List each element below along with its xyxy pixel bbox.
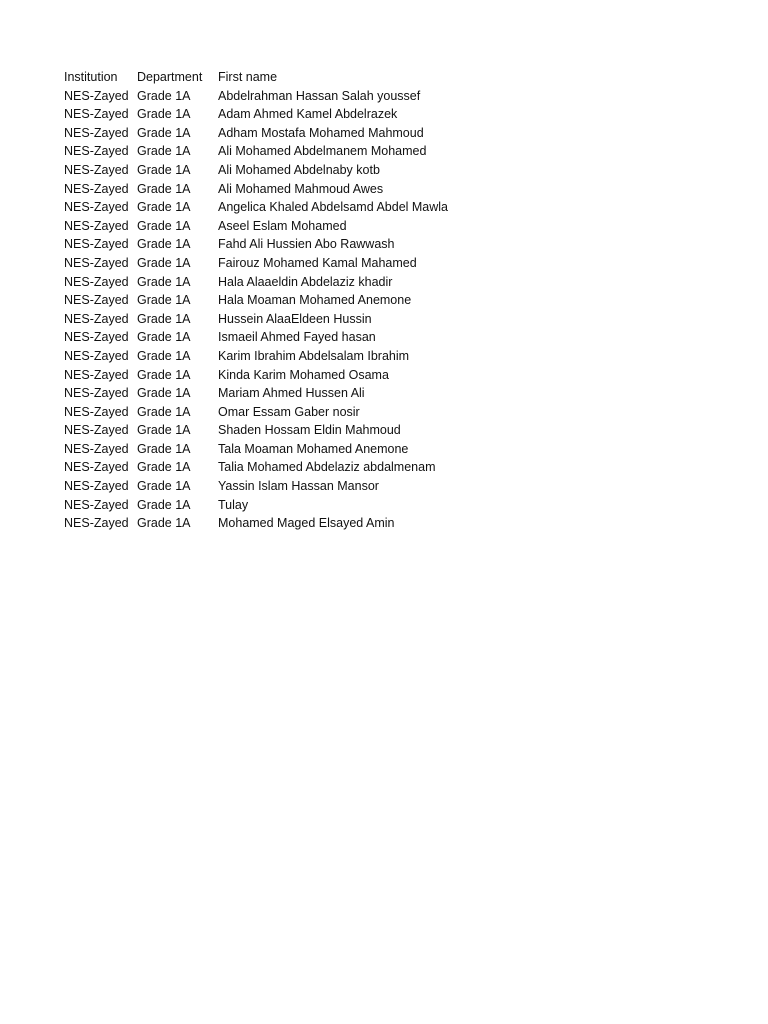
table-row xyxy=(64,421,478,440)
cell-first-name: Mohamed Maged Elsayed Amin xyxy=(218,516,395,531)
cell-first-name: Hala Alaaeldin Abdelaziz khadir xyxy=(218,274,393,289)
student-table xyxy=(64,68,478,533)
cell-department: Grade 1A xyxy=(137,293,191,308)
cell-institution: NES-Zayed xyxy=(64,479,129,494)
cell-institution: NES-Zayed xyxy=(64,274,129,289)
cell-institution: NES-Zayed xyxy=(64,107,129,122)
cell-department: Grade 1A xyxy=(137,348,191,363)
table-row xyxy=(64,440,478,459)
cell-department: Grade 1A xyxy=(137,218,191,233)
cell-institution: NES-Zayed xyxy=(64,460,129,475)
cell-department: Grade 1A xyxy=(137,88,191,103)
table-row xyxy=(64,254,478,273)
cell-first-name: Fairouz Mohamed Kamal Mahamed xyxy=(218,255,417,270)
table-row xyxy=(64,347,478,366)
cell-first-name: Adham Mostafa Mohamed Mahmoud xyxy=(218,125,424,140)
cell-first-name: Aseel Eslam Mohamed xyxy=(218,218,347,233)
table-row xyxy=(64,403,478,422)
cell-institution: NES-Zayed xyxy=(64,144,129,159)
table-row xyxy=(64,273,478,292)
cell-first-name: Yassin Islam Hassan Mansor xyxy=(218,479,379,494)
cell-first-name: Ali Mohamed Mahmoud Awes xyxy=(218,181,384,196)
cell-first-name: Hala Moaman Mohamed Anemone xyxy=(218,293,412,308)
cell-department: Grade 1A xyxy=(137,441,191,456)
cell-department: Grade 1A xyxy=(137,200,191,215)
table-row xyxy=(64,496,478,515)
cell-first-name: Hussein AlaaEldeen Hussin xyxy=(218,311,372,326)
cell-first-name: Fahd Ali Hussien Abo Rawwash xyxy=(218,237,395,252)
cell-department: Grade 1A xyxy=(137,386,191,401)
cell-first-name: Kinda Karim Mohamed Osama xyxy=(218,367,389,382)
cell-first-name: Ismaeil Ahmed Fayed hasan xyxy=(218,330,376,345)
cell-institution: NES-Zayed xyxy=(64,293,129,308)
cell-institution: NES-Zayed xyxy=(64,237,129,252)
cell-institution: NES-Zayed xyxy=(64,311,129,326)
cell-institution: NES-Zayed xyxy=(64,218,129,233)
table-row xyxy=(64,458,478,477)
table-row xyxy=(64,124,478,143)
header-row xyxy=(64,68,478,87)
table-row xyxy=(64,142,478,161)
table-row xyxy=(64,105,478,124)
cell-department: Grade 1A xyxy=(137,311,191,326)
cell-department: Grade 1A xyxy=(137,162,191,177)
cell-institution: NES-Zayed xyxy=(64,181,129,196)
cell-first-name: Tala Moaman Mohamed Anemone xyxy=(218,441,409,456)
table-row xyxy=(64,87,478,106)
cell-first-name: Abdelrahman Hassan Salah youssef xyxy=(218,88,421,103)
cell-department: Grade 1A xyxy=(137,181,191,196)
cell-institution: NES-Zayed xyxy=(64,255,129,270)
cell-first-name: Angelica Khaled Abdelsamd Abdel Mawla xyxy=(218,200,449,215)
cell-department: Grade 1A xyxy=(137,497,191,512)
cell-first-name: Karim Ibrahim Abdelsalam Ibrahim xyxy=(218,348,410,363)
cell-first-name: Shaden Hossam Eldin Mahmoud xyxy=(218,423,401,438)
cell-institution: NES-Zayed xyxy=(64,386,129,401)
table-row xyxy=(64,310,478,329)
cell-department: Grade 1A xyxy=(137,404,191,419)
cell-department: Grade 1A xyxy=(137,516,191,531)
table-row xyxy=(64,366,478,385)
table-row xyxy=(64,514,478,533)
cell-institution: NES-Zayed xyxy=(64,441,129,456)
cell-department: Grade 1A xyxy=(137,367,191,382)
cell-department: Grade 1A xyxy=(137,144,191,159)
cell-institution: NES-Zayed xyxy=(64,516,129,531)
cell-first-name: Omar Essam Gaber nosir xyxy=(218,404,360,419)
cell-department: Grade 1A xyxy=(137,255,191,270)
cell-institution: NES-Zayed xyxy=(64,404,129,419)
header-department: Department xyxy=(137,70,203,84)
cell-department: Grade 1A xyxy=(137,330,191,345)
cell-institution: NES-Zayed xyxy=(64,423,129,438)
table-row xyxy=(64,217,478,236)
table-row xyxy=(64,180,478,199)
table-row xyxy=(64,235,478,254)
cell-institution: NES-Zayed xyxy=(64,348,129,363)
header-institution: Institution xyxy=(64,70,118,84)
cell-first-name: Talia Mohamed Abdelaziz abdalmenam xyxy=(218,460,436,475)
cell-department: Grade 1A xyxy=(137,274,191,289)
table-row xyxy=(64,384,478,403)
table-row xyxy=(64,328,478,347)
student-list-sheet xyxy=(64,68,478,533)
cell-first-name: Ali Mohamed Abdelnaby kotb xyxy=(218,162,380,177)
cell-first-name: Adam Ahmed Kamel Abdelrazek xyxy=(218,107,398,122)
cell-first-name: Mariam Ahmed Hussen Ali xyxy=(218,386,365,401)
cell-institution: NES-Zayed xyxy=(64,330,129,345)
cell-department: Grade 1A xyxy=(137,107,191,122)
table-row xyxy=(64,477,478,496)
table-body xyxy=(64,87,478,533)
cell-department: Grade 1A xyxy=(137,423,191,438)
cell-institution: NES-Zayed xyxy=(64,200,129,215)
cell-institution: NES-Zayed xyxy=(64,88,129,103)
table-row xyxy=(64,198,478,217)
cell-department: Grade 1A xyxy=(137,237,191,252)
cell-institution: NES-Zayed xyxy=(64,162,129,177)
table-row xyxy=(64,291,478,310)
cell-institution: NES-Zayed xyxy=(64,497,129,512)
cell-department: Grade 1A xyxy=(137,460,191,475)
cell-first-name: Ali Mohamed Abdelmanem Mohamed xyxy=(218,144,427,159)
cell-department: Grade 1A xyxy=(137,125,191,140)
cell-first-name: Tulay xyxy=(218,497,249,512)
header-first-name: First name xyxy=(218,70,278,84)
table-row xyxy=(64,161,478,180)
cell-institution: NES-Zayed xyxy=(64,367,129,382)
cell-institution: NES-Zayed xyxy=(64,125,129,140)
cell-department: Grade 1A xyxy=(137,479,191,494)
